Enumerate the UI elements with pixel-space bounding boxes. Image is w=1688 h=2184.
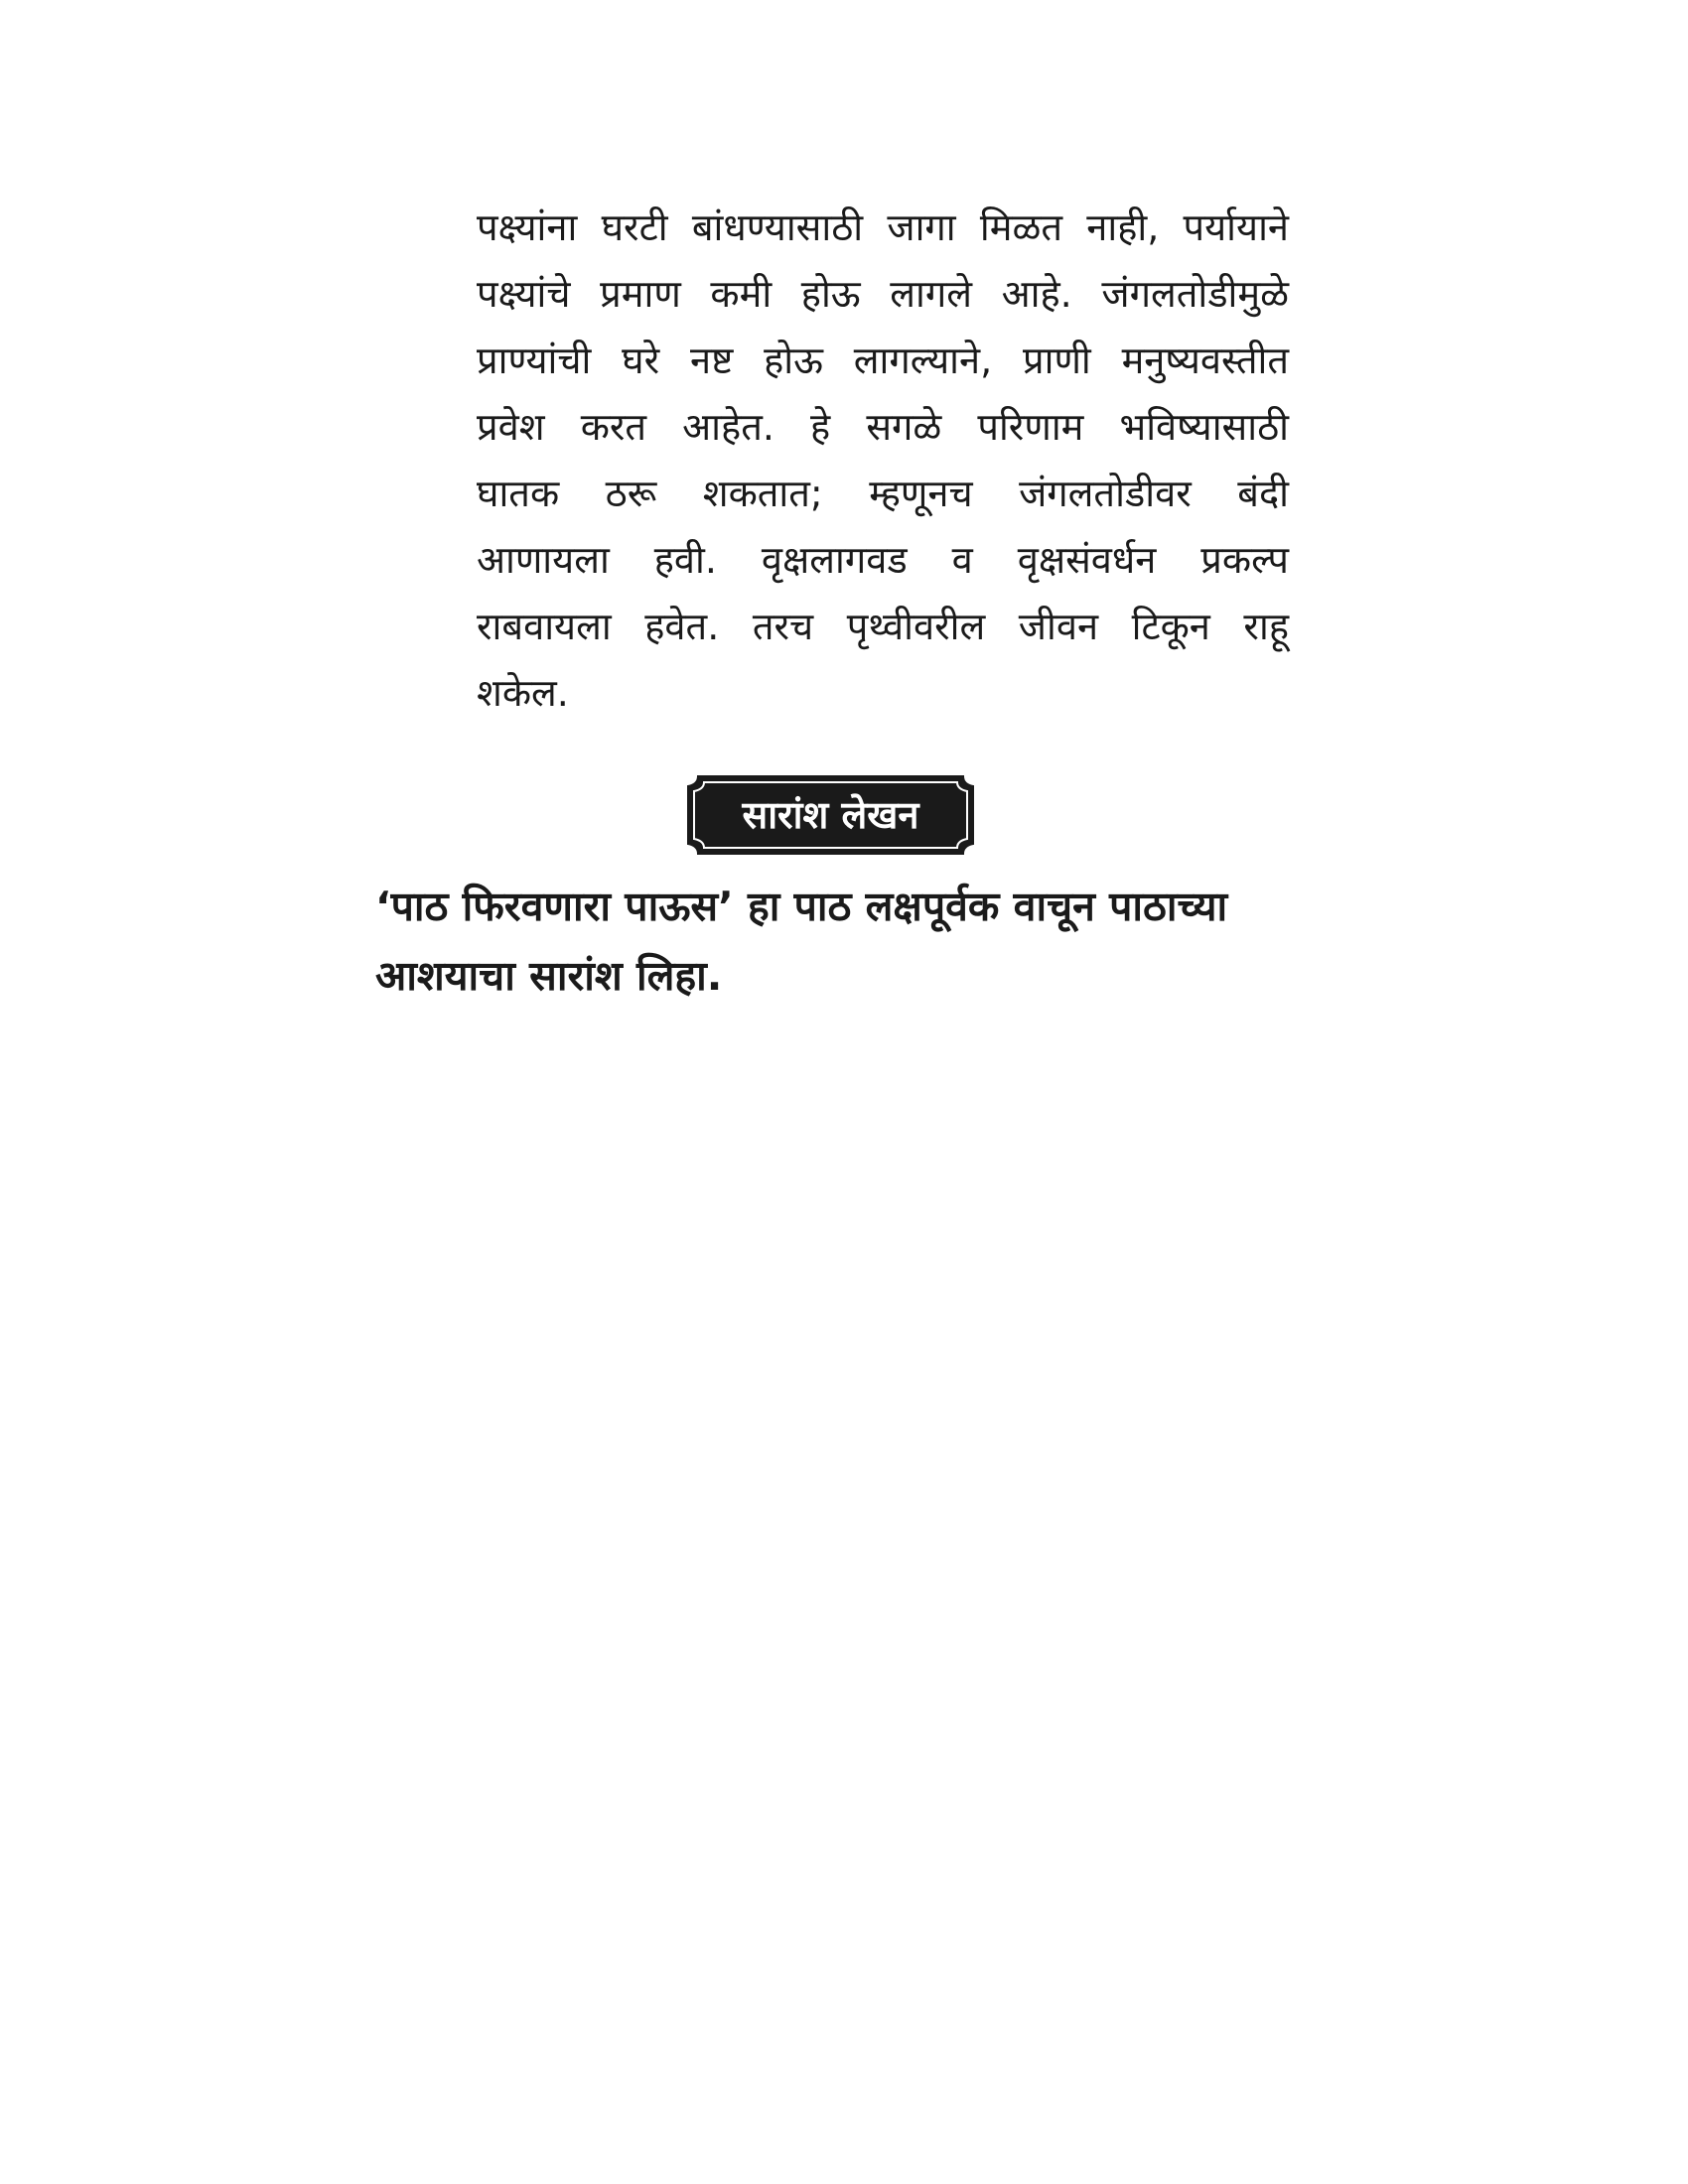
passage-line: पक्ष्यांना घरटी बांधण्यासाठी जागा मिळत नाही, पर्यायाने xyxy=(477,205,1289,249)
passage-line: शकेल. xyxy=(477,671,569,715)
instruction-line: आशयाचा सारांश लिहा. xyxy=(375,952,723,1000)
passage-line: राबवायला हवेत. तरच पृथ्वीवरील जीवन टिकून राहू xyxy=(477,605,1289,648)
passage-line: घातक ठरू शकतात; म्हणूनच जंगलतोडीवर बंदी xyxy=(477,472,1289,515)
passage-line: पक्ष्यांचे प्रमाण कमी होऊ लागले आहे. जंगलतोडीमुळे xyxy=(477,272,1289,316)
passage-line: प्राण्यांची घरे नष्ट होऊ लागल्याने, प्राणी मनुष्यवस्तीत xyxy=(477,339,1289,382)
passage-line: आणायला हवी. वृक्षलागवड व वृक्षसंवर्धन प्रकल्प xyxy=(477,538,1289,582)
passage-paragraph xyxy=(477,195,1289,727)
passage-line: प्रवेश करत आहेत. हे सगळे परिणाम भविष्यासाठी xyxy=(477,405,1289,449)
instruction-line: ‘पाठ फिरवणारा पाऊस’ हा पाठ लक्षपूर्वक वाचून पाठाच्या xyxy=(375,883,1228,930)
section-heading: सारांश लेखन xyxy=(742,793,919,837)
exercise-instruction xyxy=(375,872,1289,1011)
section-heading-banner xyxy=(684,772,977,858)
